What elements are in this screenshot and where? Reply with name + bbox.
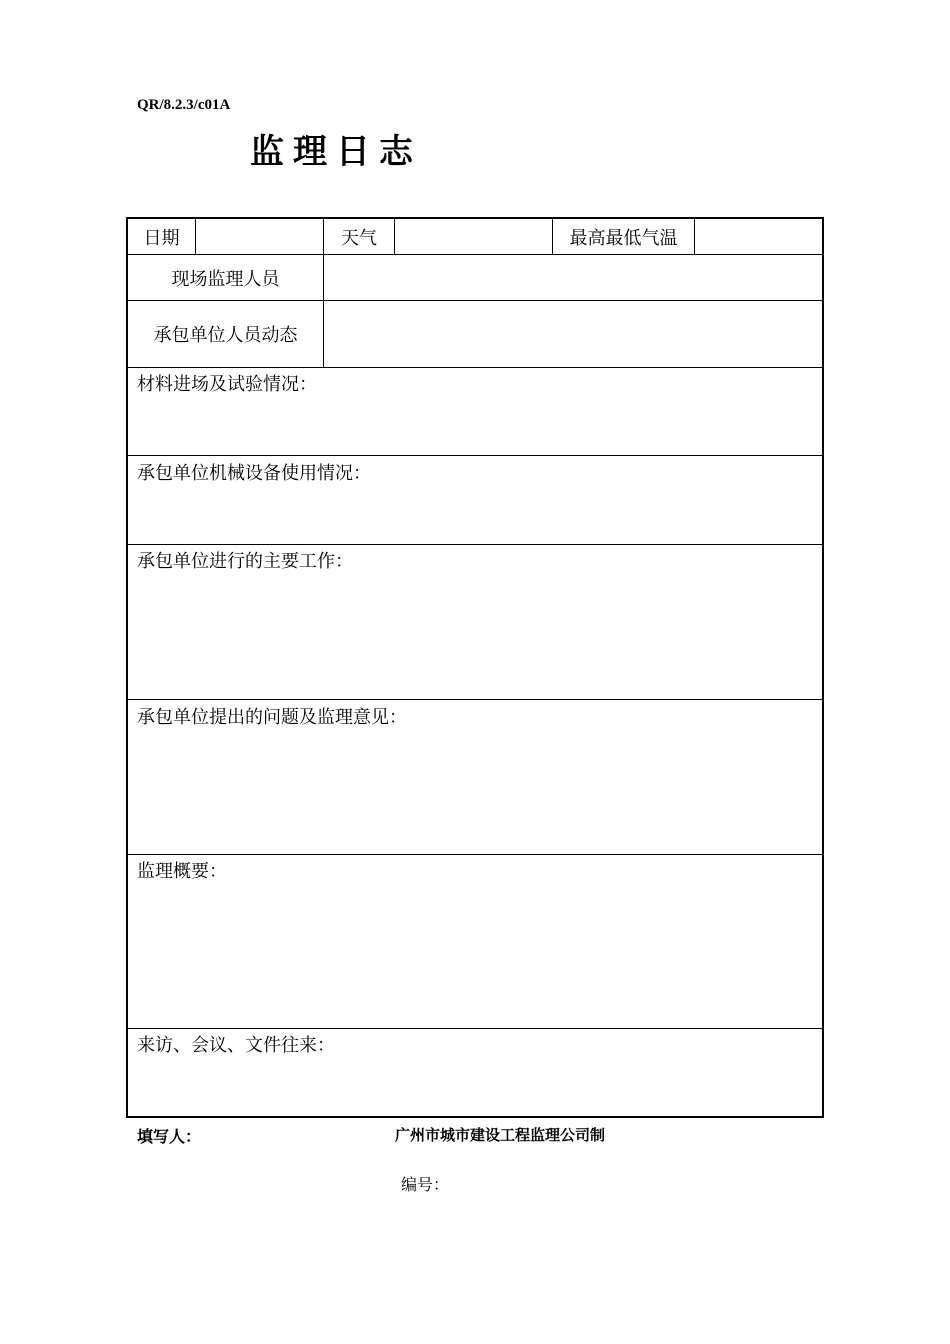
issues-section-label: 承包单位提出的问题及监理意见： <box>137 707 407 728</box>
weather-label: 天气 <box>341 227 377 249</box>
supervision-log-form <box>126 217 824 1118</box>
contractor-personnel-field[interactable] <box>324 301 822 367</box>
issues-section-field[interactable] <box>128 700 822 854</box>
equipment-section-field[interactable] <box>128 456 822 544</box>
filler-label: 填写人： <box>137 1127 202 1146</box>
date-label: 日期 <box>143 227 180 249</box>
serial-number-label: 编号： <box>401 1175 450 1194</box>
page-title: 监理日志 <box>250 132 422 172</box>
document-code: QR/8.2.3/c01A <box>137 97 231 113</box>
equipment-section-label: 承包单位机械设备使用情况： <box>137 463 371 484</box>
onsite-supervisors-field[interactable] <box>324 255 822 300</box>
correspondence-section-label: 来访、会议、文件往来： <box>137 1035 335 1056</box>
temperature-label: 最高最低气温 <box>569 227 678 249</box>
contractor-personnel-label: 承包单位人员动态 <box>153 325 298 346</box>
materials-section-field[interactable] <box>128 368 822 455</box>
summary-section-label: 监理概要： <box>137 861 227 882</box>
date-field[interactable] <box>196 219 323 254</box>
onsite-supervisors-label: 现场监理人员 <box>171 268 280 290</box>
summary-section-field[interactable] <box>128 855 822 1028</box>
materials-section-label: 材料进场及试验情况： <box>137 374 317 395</box>
weather-field[interactable] <box>395 219 552 254</box>
main-work-section-label: 承包单位进行的主要工作： <box>137 551 353 572</box>
temperature-field[interactable] <box>695 219 822 254</box>
correspondence-section-field[interactable] <box>128 1029 822 1116</box>
company-label: 广州市城市建设工程监理公司制 <box>395 1126 606 1144</box>
main-work-section-field[interactable] <box>128 545 822 699</box>
